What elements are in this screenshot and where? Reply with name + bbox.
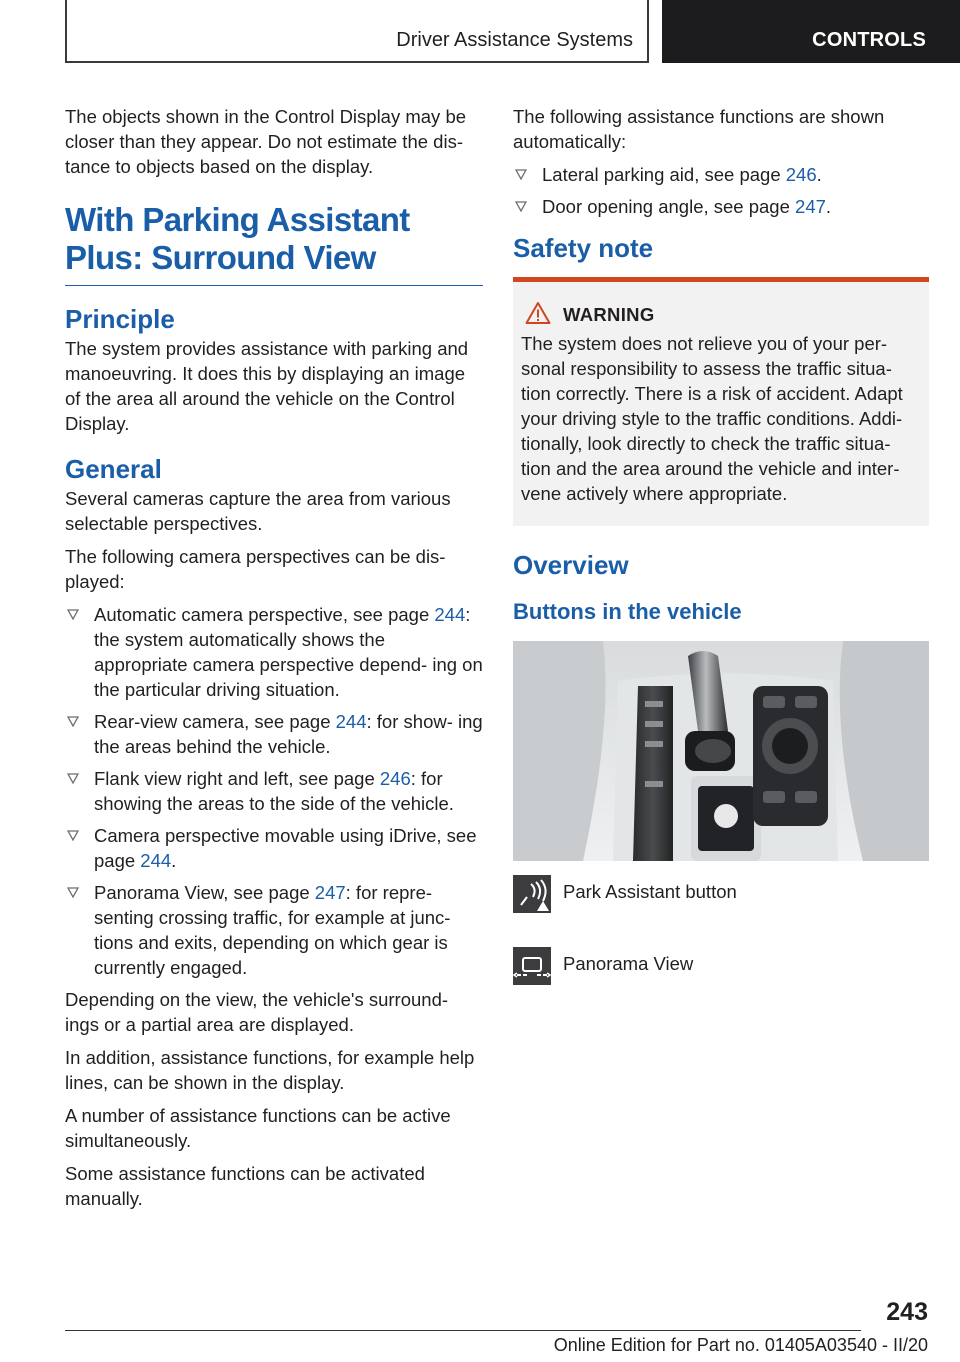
header-chapter-title: CONTROLS: [812, 29, 926, 51]
general-paragraph: Several cameras capture the area from various selectable perspectives.: [65, 488, 451, 534]
list-item: Lateral parking aid, see page 246.: [513, 162, 929, 187]
panorama-view-label: Panorama View: [563, 953, 694, 974]
panorama-view-row: [513, 947, 929, 1005]
triangle-bullet-icon: [515, 200, 527, 212]
general-paragraph: Some assistance functions can be activated manually.: [65, 1163, 425, 1209]
principle-text: The system provides assistance with parking and manoeuvring. It does this by displaying an image of the area all around the vehicle on the Control Display.: [65, 338, 469, 434]
triangle-bullet-icon: [515, 168, 527, 180]
warning-box: [513, 277, 929, 526]
left-column: [65, 104, 483, 1219]
triangle-bullet-icon: [67, 772, 79, 784]
page-link[interactable]: 244: [335, 711, 367, 732]
park-assistant-label: Park Assistant button: [563, 881, 737, 902]
header-section-title: Driver Assistance Systems: [396, 29, 633, 51]
safety-heading: Safety note: [513, 233, 654, 263]
list-item: Camera perspective movable using iDrive, see page 244.: [65, 823, 483, 873]
triangle-bullet-icon: [67, 608, 79, 620]
list-item: Panorama View, see page 247: for repre- senting crossing traffic, for example at junc- tions and exits, depending on which gear is currently engaged.: [65, 880, 483, 980]
list-item: Flank view right and left, see page 246: for showing the areas to the side of the vehicle.: [65, 766, 483, 816]
header-chapter-tab: [662, 0, 960, 63]
park-assistant-icon: [513, 875, 551, 913]
general-heading: General: [65, 454, 162, 484]
general-paragraph: In addition, assistance functions, for example help lines, can be shown in the display.: [65, 1047, 475, 1093]
page-number: 243: [886, 1298, 928, 1326]
overview-heading: Overview: [513, 550, 629, 580]
auto-functions-list: [513, 162, 929, 219]
section-title: With Parking Assistant Plus: Surround View: [65, 201, 483, 286]
triangle-bullet-icon: [67, 829, 79, 841]
panorama-view-icon: [513, 947, 551, 985]
principle-heading: Principle: [65, 304, 175, 334]
auto-functions-intro: The following assistance functions are shown automatically:: [513, 106, 885, 152]
park-assistant-row: [513, 875, 929, 933]
warning-heading: [521, 302, 921, 327]
list-item: Door opening angle, see page 247.: [513, 194, 929, 219]
footer-divider: [65, 1330, 861, 1331]
general-paragraph: A number of assistance functions can be active simultaneously.: [65, 1105, 451, 1151]
header-section-tab: [65, 0, 649, 63]
footer-edition: Online Edition for Part no. 01405A03540 - II/20: [553, 1335, 928, 1355]
general-paragraph: The following camera perspectives can be dis- played:: [65, 546, 446, 592]
warning-text: The system does not relieve you of your per- sonal responsibility to assess the traffic situa- tion correctly. There is a risk of accident. Adapt your driving style to the traffic conditions. Addi- tionally, look directly to check the traffic situa- tion and the area around the vehicle and inter- vene actively where appropriate.: [521, 333, 903, 504]
page-link[interactable]: 244: [140, 850, 172, 871]
page-link[interactable]: 247: [795, 196, 826, 217]
warning-label: WARNING: [563, 304, 655, 325]
triangle-bullet-icon: [67, 886, 79, 898]
page-link[interactable]: 246: [379, 768, 411, 789]
center-console-photo: [513, 641, 929, 861]
page-link[interactable]: 246: [785, 164, 817, 185]
right-column: [513, 104, 929, 1005]
intro-paragraph: The objects shown in the Control Display may be closer than they appear. Do not estimate the dis- tance to objects based on the display.: [65, 106, 467, 177]
list-item: Rear-view camera, see page 244: for show- ing the areas behind the vehicle.: [65, 709, 483, 759]
page-link[interactable]: 244: [434, 604, 466, 625]
warning-triangle-icon: [525, 301, 551, 325]
general-paragraph: Depending on the view, the vehicle's surround- ings or a partial area are displayed.: [65, 989, 449, 1035]
triangle-bullet-icon: [67, 715, 79, 727]
list-item: Automatic camera perspective, see page 244: the system automatically shows the appropriate camera perspective depend- ing on the particular driving situation.: [65, 602, 483, 702]
buttons-heading: Buttons in the vehicle: [513, 599, 742, 624]
page-link[interactable]: 247: [314, 882, 346, 903]
camera-perspective-list: [65, 602, 483, 980]
